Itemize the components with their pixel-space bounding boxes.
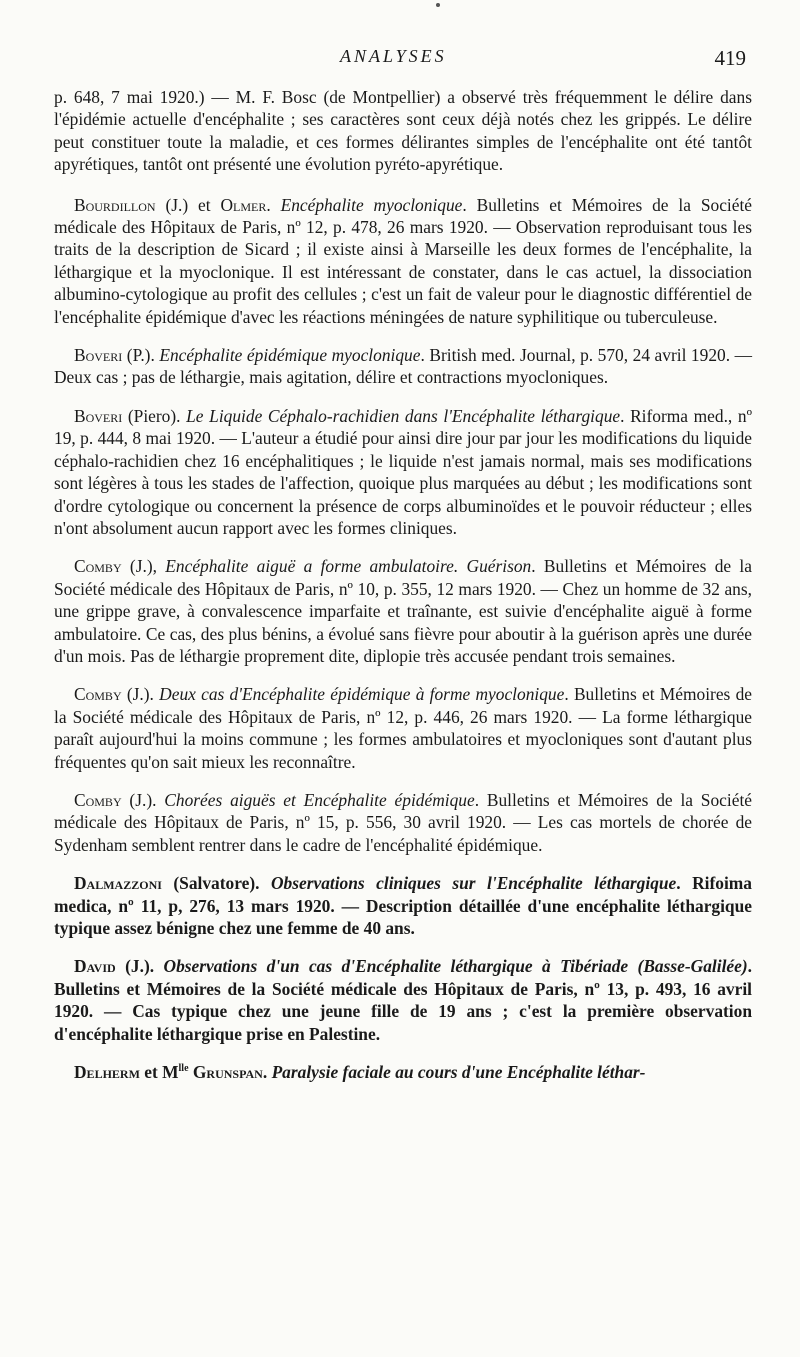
entry-title: Encéphalite aiguë a forme ambulatoire. Guérison (165, 556, 532, 577)
page-header (0, 46, 800, 76)
entry-text: . Rifoima medica, nº 11, p, 276, 13 mars 1920. — Description détaillée d'une encéphalite léthargique typique assez bénigne chez une femme de 40 ans. (54, 873, 752, 938)
entry-author-rest: et M (139, 1062, 179, 1083)
entry-author: Delherm (74, 1062, 140, 1083)
entry-title: Chorées aiguës et Encéphalite épidémique (164, 789, 475, 810)
entry-author-rest: (P.). (122, 345, 160, 366)
entry-comby-2 (54, 683, 752, 773)
entry-dalmazzoni (54, 872, 752, 939)
entry-title: Observations d'un cas d'Encéphalite léthargique à Tibériade (Basse-Galilée) (163, 956, 748, 977)
entry-delherm (54, 1061, 752, 1083)
page-number: 419 (714, 46, 746, 70)
entry-author-sup: lle (178, 1063, 189, 1075)
entry-author-rest: (J.). (121, 684, 160, 705)
entry-title: Observations cliniques sur l'Encéphalite léthargique (270, 873, 677, 894)
page-body (54, 86, 752, 1099)
entry-author: Bourdillon (74, 194, 156, 215)
entry-text: p. 648, 7 mai 1920.) — M. F. Bosc (de Montpellier) a observé très fréquemment le délire dans l'épidémie actuelle d'encéphalite ; ses caractères sont ceux déjà notés chez les grippés. Le délire peut constituer toute la maladie, et ces formes délirantes simples de l'encéphalite ont été tantôt apyrétiques, tantôt ont présenté une évolution pyréto-apyrétique. (54, 87, 752, 175)
entry-author-rest: (J.). (115, 956, 164, 977)
entry-author-rest: (Salvatore). (161, 873, 271, 894)
entry-author-2-rest: . (262, 1062, 272, 1083)
entry-author: David (74, 956, 116, 977)
entry-continuation (54, 86, 752, 176)
entry-author: Boveri (74, 405, 123, 426)
entry-text: . Bulletins et Mémoires de la Société médicale des Hôpitaux de Paris, nº 12, p. 478, 26 mars 1920. — Observation reproduisant tous les traits de la description de Sicard ; il existe ainsi à Marseille les deux formes de l'encéphalite, la léthargique et la myoclonique. Il est intéressant de constater, dans le cas actuel, la dissociation albumino-cytologique au profit des cellules ; c'est un fait de valeur pour le diagnostic différentiel de l'encéphalite épidémique d'avec les réactions méningées de nature syphilitique ou tuberculeuse. (54, 194, 753, 327)
entry-text: . British med. Journal, p. 570, 24 avril 1920. — Deux cas ; pas de léthargie, mais agitation, délire et contractions myocloniques. (54, 345, 752, 388)
entry-text: . Bulletins et Mémoires de la Société médicale des Hôpitaux de Paris, nº 10, p. 355, 12 mars 1920. — Chez un homme de 32 ans, une grippe grave, à convalescence imparfaite et traînante, est suivie d'encéphalite aiguë à forme ambulatoire. Ce cas, des plus bénins, a évolué sans fièvre pour aboutir à la guérison après une durée d'un mois. Pas de léthargie proprement dite, diplopie très accusée pendant trois semaines. (54, 556, 752, 666)
entry-title: Encéphalite myoclonique (280, 194, 463, 215)
entry-author: Comby (74, 556, 122, 577)
entry-author: Boveri (74, 345, 123, 366)
entry-author-2: Grunspan (188, 1062, 263, 1083)
entry-text: . Bulletins et Mémoires de la Société médicale des Hôpitaux de Paris, nº 12, p. 446, 26 mars 1920. — La forme léthargique paraît aujourd'hui la moins commune ; les formes ambulatoires et myocloniques sont d'autant plus fréquentes qu'on sait mieux les reconnaître. (54, 684, 752, 772)
entry-author-rest: (J.), (121, 556, 166, 577)
print-speck (436, 3, 440, 7)
entry-david (54, 955, 752, 1045)
entry-title: Encéphalite épidémique myoclonique (159, 345, 421, 366)
entry-comby-1 (54, 555, 752, 667)
entry-author-2-rest: . (266, 194, 281, 215)
entry-author-rest: (Piero). (122, 405, 187, 426)
entry-title: Deux cas d'Encéphalite épidémique à forme myoclonique (159, 684, 565, 705)
entry-bourdillon (54, 194, 752, 328)
entry-title: Paralysie faciale au cours d'une Encéphalite léthar- (271, 1062, 646, 1083)
entry-text: . Bulletins et Mémoires de la Société médicale des Hôpitaux de Paris, nº 13, p. 493, 16 avril 1920. — Cas typique chez une jeune fille de 19 ans ; c'est la première observation d'encéphalite léthargique prise en Palestine. (54, 956, 752, 1044)
entry-text: . Riforma med., nº 19, p. 444, 8 mai 1920. — L'auteur a étudié pour ainsi dire jour par jour les modifications du liquide céphalo-rachidien chez 16 encéphalitiques ; le liquide n'est jamais normal, mais ses modifications sont légères à tous les stades de l'affection, quoique plus marquées au début ; les modifications sont d'ordre cytologique ou concernent la présence de corps albuminoïdes et le pouvoir réducteur ; elles n'ont absolument aucun rapport avec les formes cliniques. (54, 405, 752, 538)
entry-boveri-piero (54, 405, 752, 539)
entry-author: Comby (74, 684, 122, 705)
entry-title: Le Liquide Céphalo-rachidien dans l'Encéphalite léthargique (186, 405, 621, 426)
entry-author-rest: (J.) et (155, 194, 221, 215)
entry-author: Comby (74, 789, 122, 810)
entry-comby-3 (54, 789, 752, 856)
running-title: ANALYSES (340, 46, 447, 66)
entry-text: . Bulletins et Mémoires de la Société médicale des Hôpitaux de Paris, nº 15, p. 556, 30 avril 1920. — Les cas mortels de chorée de Sydenham semblent rentrer dans le cadre de l'encéphalité épidémique. (54, 789, 752, 855)
entry-boveri-p (54, 344, 752, 389)
entry-author-rest: (J.). (121, 789, 165, 810)
entry-author-2: Olmer (220, 194, 267, 215)
entry-author: Dalmazzoni (74, 873, 162, 894)
